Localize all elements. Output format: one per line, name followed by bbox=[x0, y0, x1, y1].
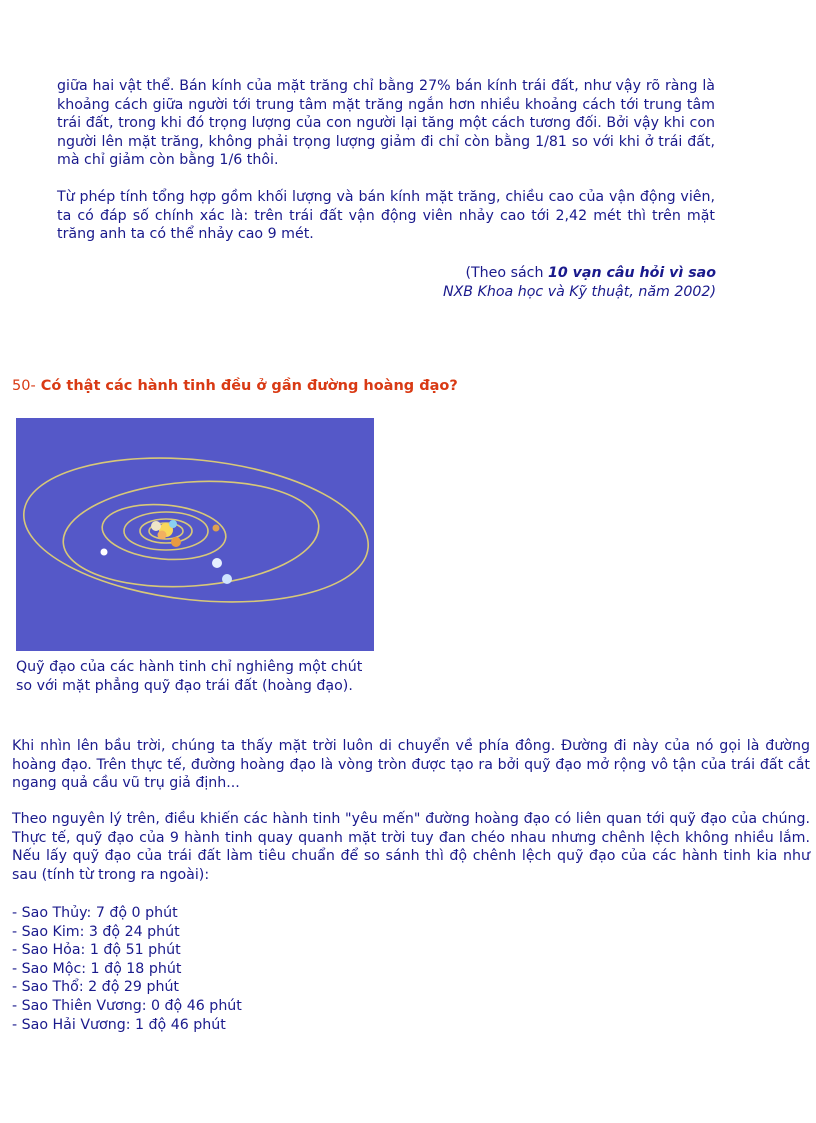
paragraph-moon-radius: giữa hai vật thể. Bán kính của mặt trăng chỉ bằng 27% bán kính trái đất, như vậy rõ ràng là khoảng cách giữa người tới trung tâm mặt trăng ngắn hơn nhiều khoảng cách tới trung tâm trái đất, trong khi đó trọng lượng của con người lại tăng một cách tương đối. Bởi vậy khi con người lên mặt trăng, không phải trọng lượng giảm đi chỉ còn bằng 1/81 so với khi ở trái đất, mà chỉ giảm còn bằng 1/6 thôi. bbox=[57, 78, 715, 169]
list-item: - Sao Mộc: 1 độ 18 phút bbox=[12, 960, 182, 977]
planet-earth bbox=[169, 520, 177, 528]
planet-saturn bbox=[101, 549, 108, 556]
list-item: - Sao Hải Vương: 1 độ 46 phút bbox=[12, 1016, 226, 1033]
planet-mars bbox=[171, 537, 181, 547]
list-item: - Sao Thủy: 7 độ 0 phút bbox=[12, 905, 178, 921]
planet-inclination-list bbox=[12, 904, 242, 1034]
citation-publisher: NXB Khoa học và Kỹ thuật, năm 2002) bbox=[442, 283, 716, 300]
paragraph-ecliptic-definition: Khi nhìn lên bầu trời, chúng ta thấy mặt trời luôn di chuyển về phía đông. Đường đi này của nó gọi là đường hoàng đạo. Trên thực tế, đường hoàng đạo là vòng tròn được tạo ra bởi quỹ đạo mở rộng vô tận của trái đất cắt ngang quả cầu vũ trụ giả định... bbox=[12, 738, 810, 792]
citation-line-1 bbox=[300, 264, 716, 283]
paragraph-orbit-deviation: Theo nguyên lý trên, điều khiến các hành tinh "yêu mến" đường hoàng đạo có liên quan tới quỹ đạo của chúng. Thực tế, quỹ đạo của 9 hành tinh quay quanh mặt trời tuy đan chéo nhau nhưng chênh lệch không nhiều lắm. Nếu lấy quỹ đạo của trái đất làm tiêu chuẩn để so sánh thì độ chênh lệch quỹ đạo của các hành tinh kia như sau (tính từ trong ra ngoài): bbox=[12, 811, 810, 883]
figure-caption: Quỹ đạo của các hành tinh chỉ nghiêng một chút so với mặt phẳng quỹ đạo trái đất (hoàng đạo). bbox=[16, 659, 363, 694]
planet-jupiter bbox=[213, 525, 220, 532]
paragraph-jump-height: Từ phép tính tổng hợp gồm khối lượng và bán kính mặt trăng, chiều cao của vận động viên, ta có đáp số chính xác là: trên trái đất vận động viên nhảy cao tới 2,42 mét thì trên mặt trăng anh ta có thể nhảy cao 9 mét. bbox=[57, 189, 715, 243]
list-item: - Sao Hỏa: 1 độ 51 phút bbox=[12, 942, 181, 959]
citation-prefix: (Theo sách bbox=[465, 265, 548, 281]
citation-book-title: 10 vạn câu hỏi vì sao bbox=[547, 265, 716, 281]
list-item: - Sao Thổ: 2 độ 29 phút bbox=[12, 979, 179, 996]
section-heading bbox=[12, 378, 458, 394]
figure-background bbox=[16, 418, 374, 651]
section-number: 50- bbox=[12, 378, 36, 394]
planet-neptune bbox=[222, 574, 232, 584]
list-item: - Sao Kim: 3 độ 24 phút bbox=[12, 923, 180, 940]
planet-mercury bbox=[151, 521, 161, 531]
section-title: Có thật các hành tinh đều ở gần đường hoàng đạo? bbox=[40, 378, 458, 394]
citation bbox=[300, 264, 716, 301]
list-item: - Sao Thiên Vương: 0 độ 46 phút bbox=[12, 997, 242, 1014]
planet-venus bbox=[158, 531, 167, 540]
planet-uranus bbox=[212, 558, 222, 568]
solar-system-orbits-image bbox=[16, 418, 374, 651]
